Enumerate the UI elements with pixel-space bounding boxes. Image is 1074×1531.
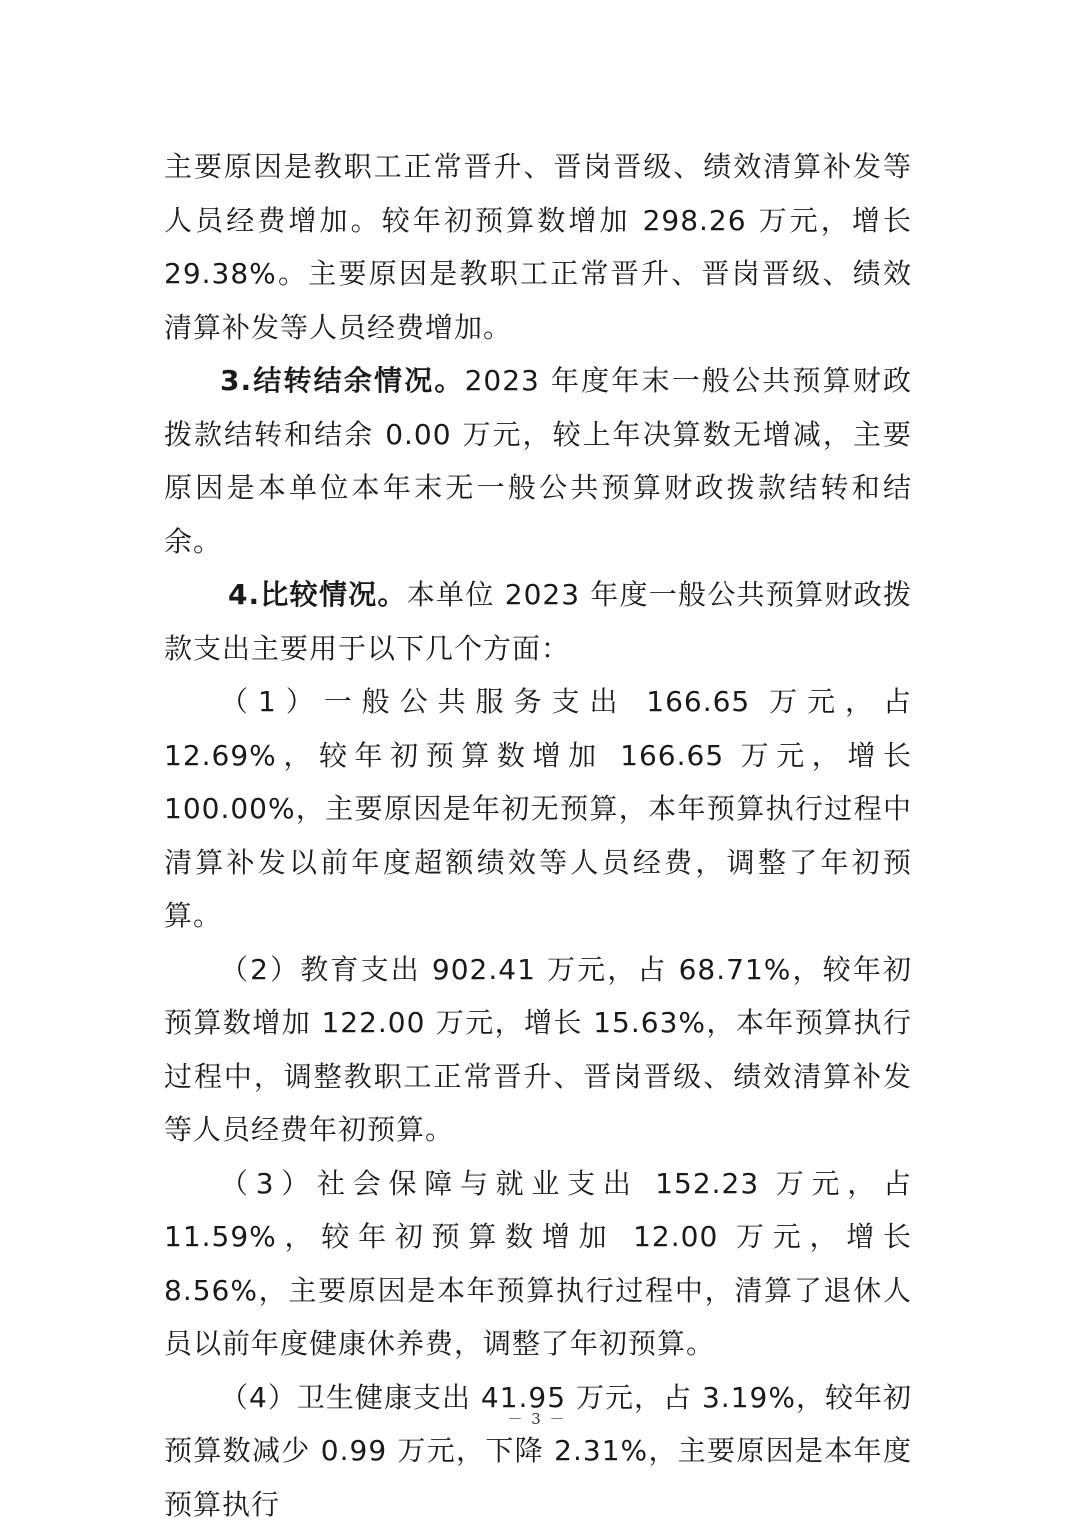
paragraph-item-education [164, 943, 912, 1157]
paragraph-text: （2）教育支出 902.41 万元，占 68.71%，较年初预算数增加 122.00 万元，增长 15.63%，本年预算执行过程中，调整教职工正常晋升、晋岗晋级、绩效清算补发等人员经费年初预算。 [164, 953, 912, 1147]
paragraph-carryover-balance [164, 354, 912, 568]
paragraph-text: （4）卫生健康支出 41.95 万元，占 3.19%，较年初预算数减少 0.99 万元，下降 2.31%，主要原因是本年度预算执行 [164, 1381, 912, 1521]
section-heading-carryover: 3.结转结余情况。 [220, 364, 465, 397]
paragraph-text: （3）社会保障与就业支出 152.23 万元，占 11.59%，较年初预算数增加 12.00 万元，增长 8.56%，主要原因是本年预算执行过程中，清算了退休人员以前年度健康休养费，调整了年初预算。 [164, 1167, 912, 1361]
paragraph-personnel-expense-reason [164, 140, 912, 354]
document-body [164, 140, 912, 1531]
paragraph-item-general-public-services [164, 675, 912, 943]
paragraph-item-social-security [164, 1157, 912, 1371]
paragraph-text: 主要原因是教职工正常晋升、晋岗晋级、绩效清算补发等人员经费增加。较年初预算数增加 298.26 万元，增长 29.38%。主要原因是教职工正常晋升、晋岗晋级、绩效清算补发等人员经费增加。 [164, 150, 912, 344]
paragraph-item-health [164, 1371, 912, 1531]
paragraph-text: 本单位 2023 年度一般公共预算财政拨款支出主要用于以下几个方面： [164, 578, 912, 665]
paragraph-text: （1）一般公共服务支出 166.65 万元，占 12.69%，较年初预算数增加 166.65 万元，增长 100.00%，主要原因是年初无预算，本年预算执行过程中清算补发以前年度超额绩效等人员经费，调整了年初预算。 [164, 685, 912, 932]
paragraph-comparison [164, 568, 912, 675]
section-heading-comparison: 4.比较情况。 [228, 578, 407, 611]
paragraph-text: 2023 年度年末一般公共预算财政拨款结转和结余 0.00 万元，较上年决算数无增减，主要原因是本单位本年末无一般公共预算财政拨款结转和结余。 [164, 364, 912, 558]
page-number: － 3 － [0, 1408, 1074, 1429]
